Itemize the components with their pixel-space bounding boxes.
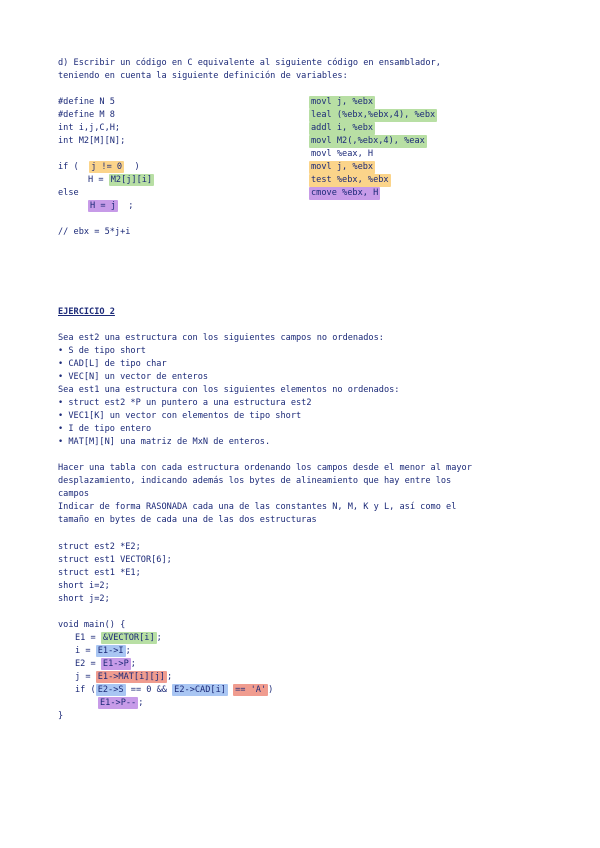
est1-field-p: • struct est2 *P un puntero a una estructura est2	[58, 398, 312, 408]
exercise-title: EJERCICIO 2	[58, 307, 115, 317]
char-compare: == 'A'	[235, 685, 267, 695]
main-line-3: E2 = E1->P ;	[75, 659, 136, 669]
decl-i: short i=2;	[58, 581, 110, 591]
est1-field-i: • I de tipo entero	[58, 424, 152, 434]
e1-i-ref: E1->I	[97, 646, 124, 656]
int-vars: int i,j,C,H;	[58, 123, 121, 133]
j-assign-prefix: j =	[75, 672, 91, 682]
e1-p-ref: E1->P	[102, 659, 129, 669]
decl-vector: struct est1 VECTOR[6];	[58, 555, 172, 565]
if-prefix: if (	[58, 162, 79, 172]
task-line-1: Hacer una tabla con cada estructura ordenando los campos desde el menor al mayor	[58, 463, 472, 473]
intro-line-2: teniendo en cuenta la siguiente definición de variables:	[58, 71, 348, 81]
i-assign-prefix: i =	[75, 646, 91, 656]
main-line-2: i = E1->I ;	[75, 646, 131, 656]
est2-field-vec: • VEC[N] un vector de enteros	[58, 372, 209, 382]
task-line-5: tamaño en bytes de cada una de las dos estructuras	[58, 515, 317, 525]
e1-assign-prefix: E1 =	[75, 633, 96, 643]
define-m: #define M 8	[58, 110, 115, 120]
if-condition: j != 0	[91, 162, 123, 172]
h-assign-line	[88, 175, 154, 186]
intro-line-1: d) Escribir un código en C equivalente al siguiente código en ensamblador,	[58, 58, 441, 68]
asm-line-6: movl j, %ebx	[311, 162, 374, 172]
main-header: void main() {	[58, 620, 126, 630]
decl-e2: struct est2 *E2;	[58, 542, 141, 552]
task-line-3: campos	[58, 489, 90, 499]
asm-line-1: movl j, %ebx	[311, 97, 374, 107]
main-if-open: if (	[75, 685, 96, 695]
main-line-4: j = E1->MAT[i][j] ;	[75, 672, 173, 682]
e2-assign-prefix: E2 =	[75, 659, 96, 669]
decl-e1: struct est1 *E1;	[58, 568, 141, 578]
main-if-line	[75, 685, 273, 696]
est2-field-cad: • CAD[L] de tipo char	[58, 359, 167, 369]
asm-line-2: leal (%ebx,%ebx,4), %ebx	[311, 110, 436, 120]
task-line-2: desplazamiento, indicando además los bytes de alineamiento que hay entre los	[58, 476, 452, 486]
asm-line-3: addl i, %ebx	[311, 123, 374, 133]
else-semicolon: ;	[128, 201, 134, 211]
int-m2: int M2[M][N];	[58, 136, 126, 146]
if-suffix: )	[134, 162, 140, 172]
main-if-close: )	[268, 685, 274, 695]
else-assign-line	[88, 201, 133, 212]
main-close: }	[58, 711, 64, 721]
e2-cad-ref: E2->CAD[i]	[174, 685, 226, 695]
main-if-mid: == 0 &&	[130, 685, 167, 695]
task-line-4: Indicar de forma RASONADA cada una de las constantes N, M, K y L, así como el	[58, 502, 457, 512]
else-assign: H = j	[90, 201, 116, 211]
asm-line-7: test %ebx, %ebx	[311, 175, 389, 185]
est1-intro: Sea est1 una estructura con los siguientes elementos no ordenados:	[58, 385, 400, 395]
vector-ref: &VECTOR[i]	[102, 633, 155, 643]
est2-field-s: • S de tipo short	[58, 346, 146, 356]
main-dec-semicolon: ;	[138, 698, 144, 708]
h-assign-prefix: H =	[88, 175, 104, 185]
e1-p-decrement: E1->P--	[100, 698, 137, 708]
main-line-1: E1 = &VECTOR[i] ;	[75, 633, 162, 643]
asm-line-4: movl M2(,%ebx,4), %eax	[311, 136, 425, 146]
asm-line-5: movl %eax, H	[311, 149, 374, 159]
decl-j: short j=2;	[58, 594, 110, 604]
comment-line: // ebx = 5*j+i	[58, 227, 131, 237]
est2-intro: Sea est2 una estructura con los siguientes campos no ordenados:	[58, 333, 384, 343]
if-line	[58, 162, 140, 173]
main-dec-line	[98, 698, 143, 709]
est1-field-mat: • MAT[M][N] una matriz de MxN de enteros.	[58, 437, 271, 447]
asm-line-8: cmove %ebx, H	[311, 188, 379, 198]
e2-s-ref: E2->S	[97, 685, 124, 695]
h-assign-value: M2[j][i]	[110, 175, 153, 185]
e1-mat-ref: E1->MAT[i][j]	[97, 672, 165, 682]
est1-field-vec1: • VEC1[K] un vector con elementos de tipo short	[58, 411, 302, 421]
define-n: #define N 5	[58, 97, 115, 107]
else-keyword: else	[58, 188, 79, 198]
